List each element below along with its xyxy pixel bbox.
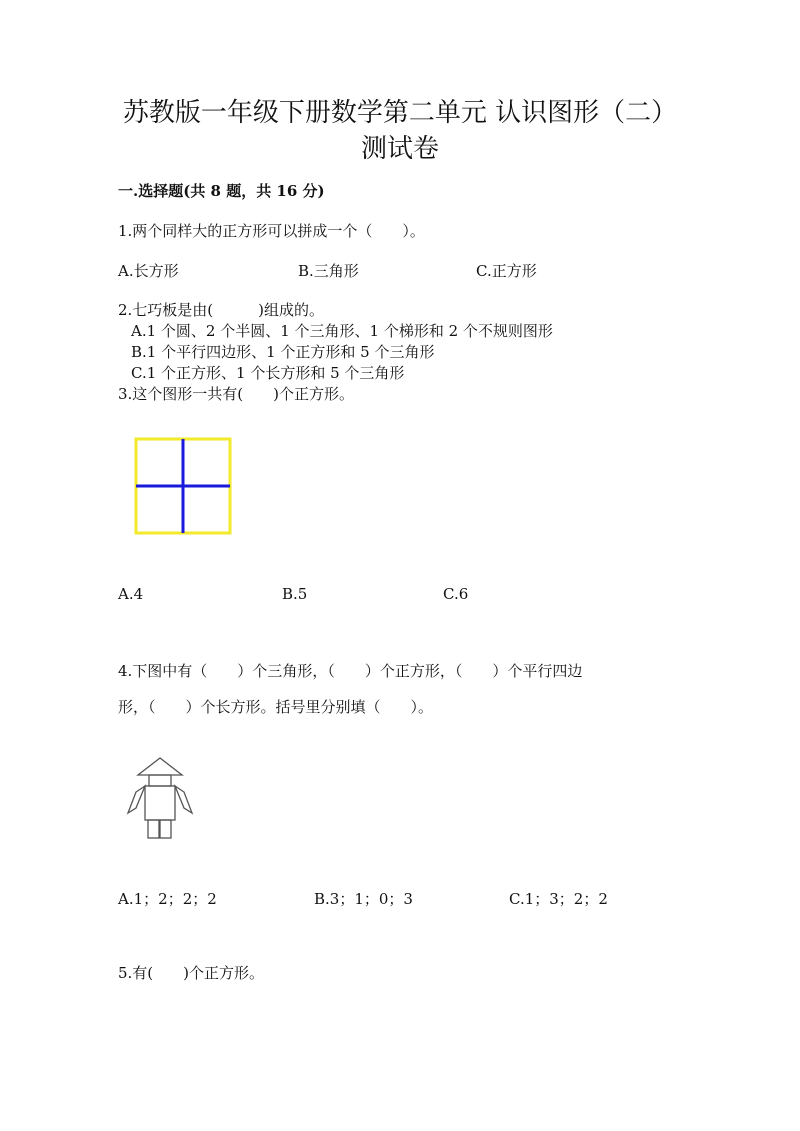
question-4-option-b[interactable]: B.3；1；0；3 xyxy=(314,890,413,908)
page-title-line2: 测试卷 xyxy=(360,134,439,164)
question-1-stem: 1.两个同样大的正方形可以拼成一个（ ）。 xyxy=(118,222,425,240)
question-2-option-b[interactable]: B.1 个平行四边形、1 个正方形和 5 个三角形 xyxy=(131,343,435,361)
robot-head-triangle xyxy=(138,758,182,775)
robot-right-arm xyxy=(175,786,192,813)
question-2-stem: 2.七巧板是由( )组成的。 xyxy=(118,301,325,319)
question-1-option-c[interactable]: C.正方形 xyxy=(476,262,537,280)
question-4-stem-line1: 4.下图中有（ ）个三角形，（ ）个正方形，（ ）个平行四边 xyxy=(118,662,583,680)
question-5-stem: 5.有( )个正方形。 xyxy=(118,964,265,982)
question-3-stem: 3.这个图形一共有( )个正方形。 xyxy=(118,385,355,403)
robot-body xyxy=(145,786,175,820)
robot-left-arm xyxy=(128,786,145,813)
question-1-option-a[interactable]: A.长方形 xyxy=(118,262,179,280)
question-3-square-figure xyxy=(134,437,232,535)
section-heading: 一.选择题(共 8 题，共 16 分) xyxy=(118,182,325,200)
question-4-option-c[interactable]: C.1；3；2；2 xyxy=(509,890,608,908)
question-3-option-c[interactable]: C.6 xyxy=(443,585,469,603)
page-title-line1: 苏教版一年级下册数学第二单元 认识图形（二） xyxy=(122,98,678,128)
robot-left-leg xyxy=(148,820,159,838)
question-4-robot-figure xyxy=(125,755,200,841)
question-4-stem-line2: 形，（ ）个长方形。括号里分别填（ ）。 xyxy=(118,698,434,716)
question-2-option-c[interactable]: C.1 个正方形、1 个长方形和 5 个三角形 xyxy=(131,364,405,382)
question-4-option-a[interactable]: A.1；2；2；2 xyxy=(118,890,217,908)
question-1-option-b[interactable]: B.三角形 xyxy=(298,262,359,280)
question-3-option-b[interactable]: B.5 xyxy=(282,585,308,603)
question-2-option-a[interactable]: A.1 个圆、2 个半圆、1 个三角形、1 个梯形和 2 个不规则图形 xyxy=(131,322,553,340)
robot-right-leg xyxy=(160,820,171,838)
robot-neck xyxy=(149,775,171,786)
question-3-option-a[interactable]: A.4 xyxy=(118,585,144,603)
